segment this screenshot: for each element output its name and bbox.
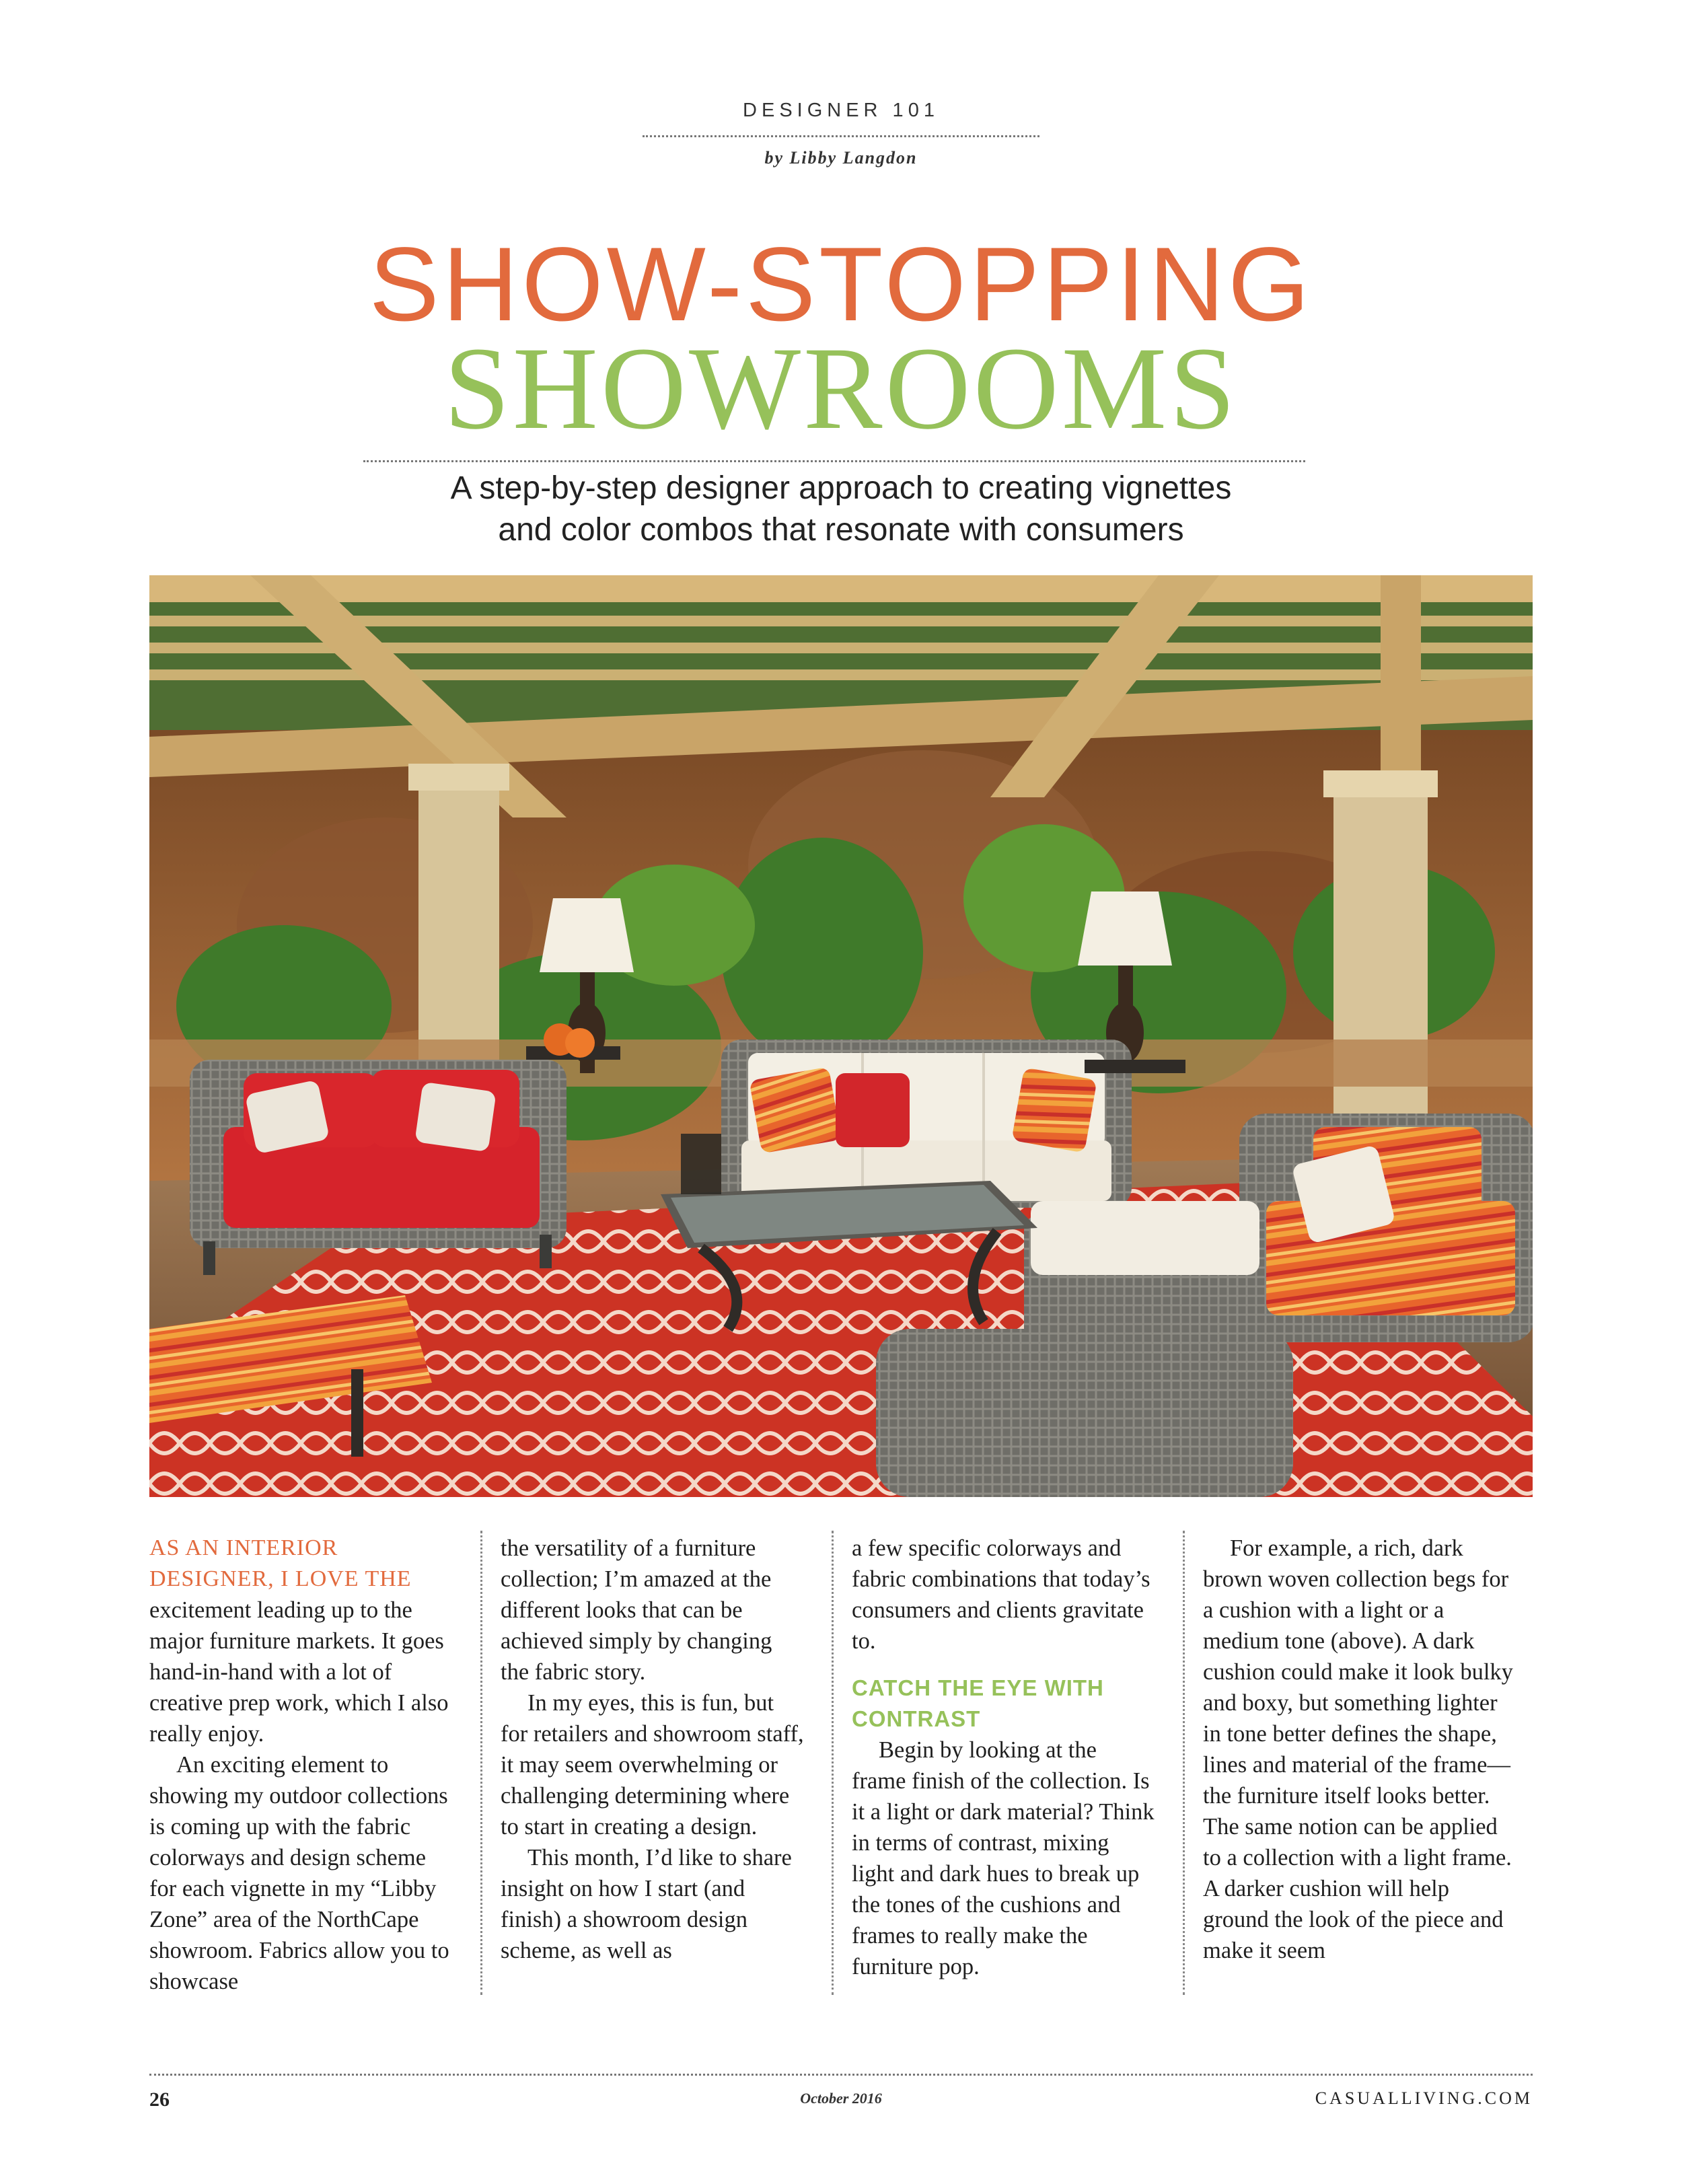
paragraph: Begin by looking at the frame finish of the collection. Is it a light or dark material? Think in terms of contrast, mixing light and dark hues to break up the tones of the cushions and frames to really make the furniture pop. (852, 1737, 1155, 1979)
paragraph: In my eyes, this is fun, but for retailers and showroom staff, it may seem overwhelming or challenging determining where to start in creating a design. (501, 1690, 804, 1840)
byline: by Libby Langdon (764, 148, 918, 168)
paragraph: a few specific colorways and fabric combinations that today’s consumers and clients gravitate to. (852, 1535, 1150, 1654)
subhead: CATCH THE EYE WITH CONTRAST (852, 1675, 1104, 1731)
lead-in: AS AN INTERIOR DESIGNER, I LOVE THE (149, 1535, 412, 1591)
header-divider (643, 135, 1039, 137)
article-column-3 (852, 1533, 1156, 1982)
issue-date: October 2016 (800, 2090, 882, 2107)
headline-line-1: SHOW-STOPPING (369, 226, 1313, 343)
article-column-2 (501, 1533, 805, 1966)
footer-divider (149, 2074, 1533, 2076)
paragraph: the versatility of a furniture collection; I’m amazed at the different looks that can be achieved simply by changing the fabric story. (501, 1535, 772, 1685)
column-divider (1183, 1531, 1185, 1995)
section-label: DESIGNER 101 (743, 100, 939, 121)
article-column-1 (149, 1533, 453, 1997)
dek-divider (363, 460, 1305, 462)
article-column-4 (1203, 1533, 1514, 1966)
page-number: 26 (149, 2088, 170, 2111)
website-url: CASUALLIVING.COM (1315, 2088, 1533, 2108)
dek-line-2: and color combos that resonate with consumers (498, 512, 1184, 548)
column-divider (480, 1531, 482, 1995)
paragraph: An exciting element to showing my outdoor collections is coming up with the fabric colorways and design scheme for each vignette in my “Libby Zone” area of the NorthCape showroom. Fabrics allow you to showcase (149, 1752, 449, 1994)
paragraph: This month, I’d like to share insight on how I start (and finish) a showroom design scheme, as well as (501, 1845, 792, 1963)
dek (316, 468, 1366, 551)
paragraph: excitement leading up to the major furniture markets. It goes hand-in-hand with a lot of creative prep work, which I also really enjoy. (149, 1597, 449, 1747)
headline-line-2: SHOWROOMS (443, 323, 1239, 454)
hero-photo (149, 575, 1533, 1497)
dek-line-1: A step-by-step designer approach to creating vignettes (450, 470, 1232, 506)
paragraph: For example, a rich, dark brown woven collection begs for a cushion with a light or a medium tone (above). A dark cushion could make it look bulky and boxy, but something lighter in tone better defines the shape, lines and material of the frame—the furniture itself looks better. The same notion can be applied to a collection with a light frame. A darker cushion will help ground the look of the piece and make it seem (1203, 1535, 1513, 1963)
column-divider (832, 1531, 834, 1995)
